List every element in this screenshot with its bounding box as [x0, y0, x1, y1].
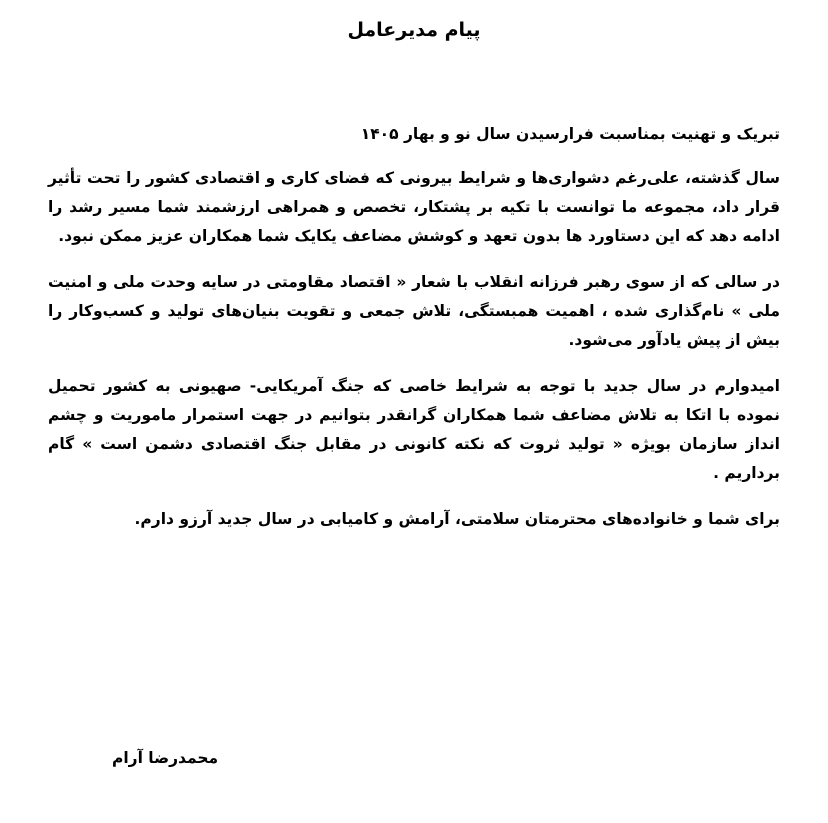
page-title: پیام مدیرعامل: [347, 19, 481, 41]
greeting-line: تبریک و تهنیت بمناسبت فرارسیدن سال نو و بهار ۱۴۰۵: [360, 125, 780, 143]
paragraph-past-year: سال گذشته، علی‌رغم دشواری‌ها و شرایط بیرونی که فضای کاری و اقتصادی کشور را تحت تأثیر قرار داد، مجموعه ما توانست با تکیه بر پشتکار، تخصص و همراهی ارزشمند شما مسیر رشد را ادامه دهد که این دستاورد ها بدون تعهد و کوشش مضاعف یکایک شما همکاران عزیز ممکن نبود.: [48, 169, 780, 245]
signature-name: محمدرضا آرام: [112, 749, 219, 767]
paragraph-wishes: برای شما و خانواده‌های محترمتان سلامتی، آرامش و کامیابی در سال جدید آرزو دارم.: [134, 510, 780, 528]
paragraph-new-year-hope: امیدوارم در سال جدید با توجه به شرایط خاصی که جنگ آمریکایی- صهیونی به کشور تحمیل نموده با اتکا به تلاش مضاعف شما همکاران گرانقدر بتوانیم در جهت استمرار ماموریت و چشم انداز سازمان بویژه « تولید ثروت که نکته کانونی در مقابل جنگ اقتصادی دشمن است » گام برداریم .: [48, 377, 780, 482]
letter-body: [48, 120, 780, 551]
paragraph-year-slogan: در سالی که از سوی رهبر فرزانه انقلاب با شعار « اقتصاد مقاومتی در سایه وحدت ملی و امنیت ملی » نام‌گذاری شده ، اهمیت همبستگی، تلاش جمعی و تقویت بنیان‌های تولید و کسب‌وکار را بیش از پیش یادآور می‌شود.: [48, 273, 780, 349]
